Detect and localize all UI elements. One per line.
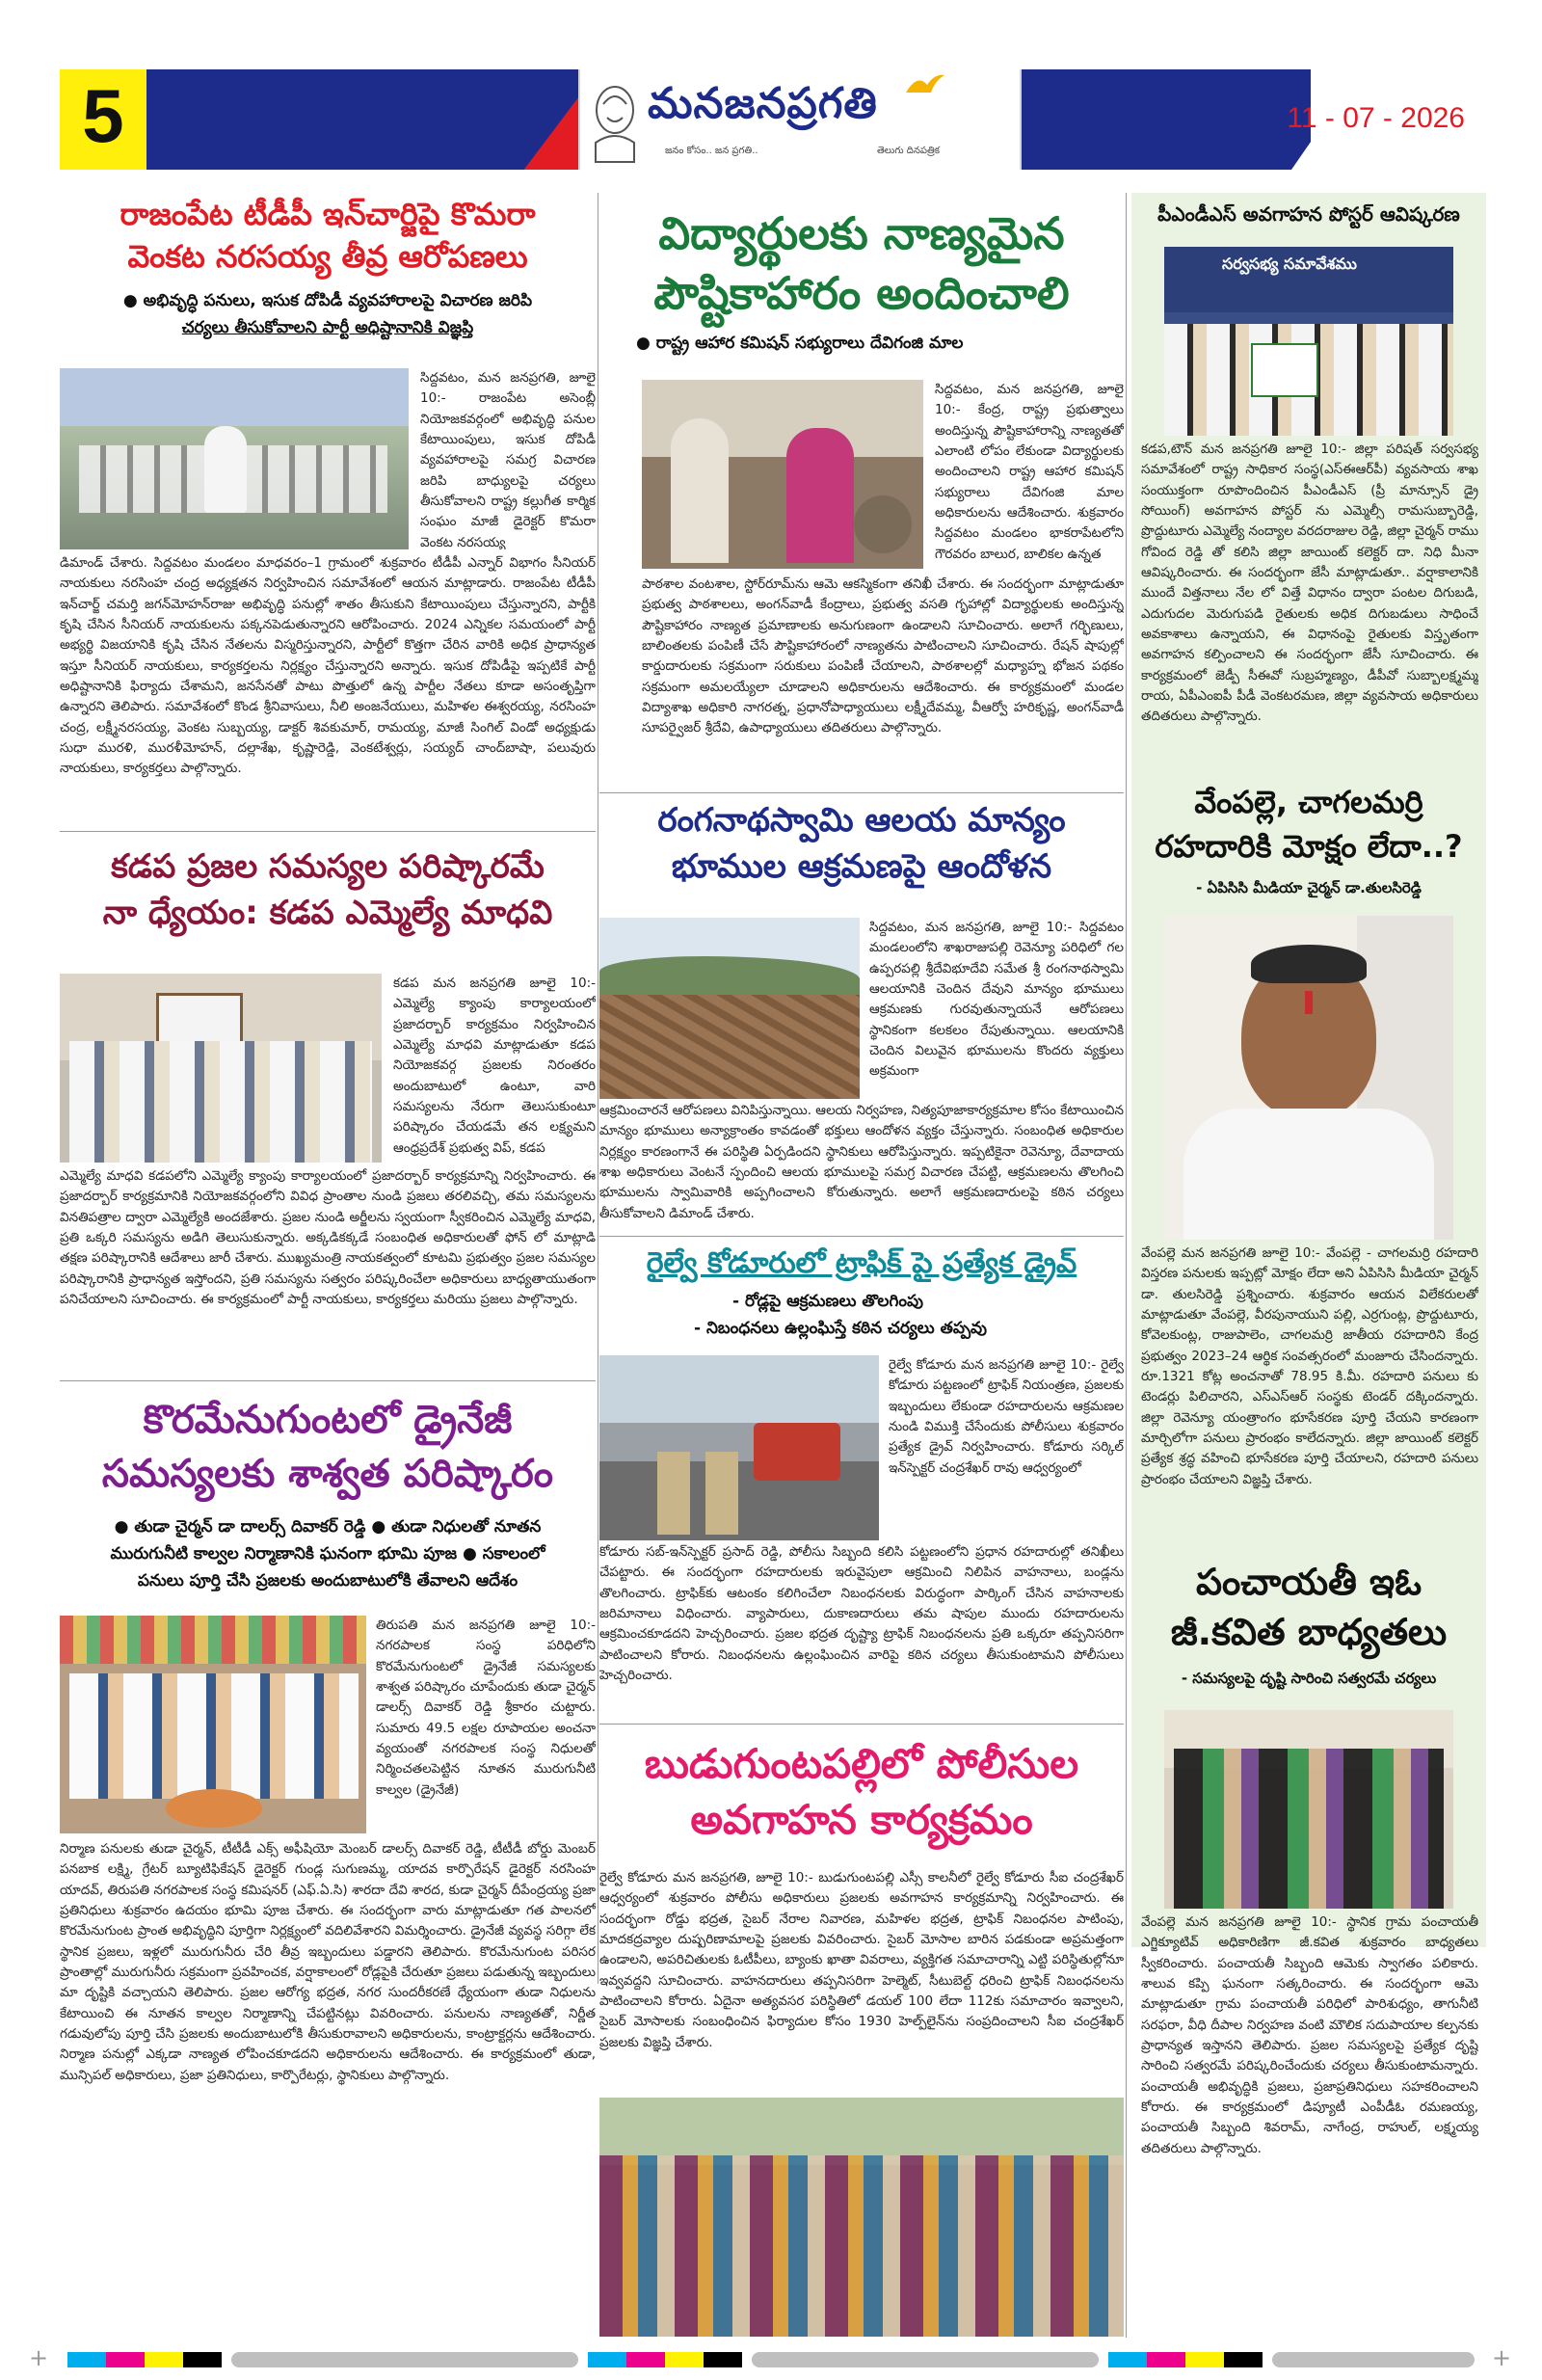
news-photo — [60, 368, 409, 549]
color-swatch — [1224, 2352, 1263, 2367]
subheadline: పనులు పూర్తి చేసి ప్రజలకు అందుబాటులోకి తేవాలని ఆదేశం — [137, 1571, 518, 1591]
byline: - ఏపిసిసి మీడియా చైర్మన్ డా.తులసిరెడ్డి — [1196, 879, 1422, 896]
news-photo — [60, 974, 382, 1163]
headline-line: జీ.కవిత బాధ్యతలు — [1170, 1611, 1448, 1653]
news-photo — [1164, 916, 1453, 1240]
headline-line: విద్యార్థులకు నాణ్యమైన — [658, 207, 1065, 259]
headline-line: వేంపల్లె, చాగలమర్రి — [1194, 784, 1423, 820]
article-body: రైల్వే కోడూరు మన జనప్రగతి, జూలై 10:- బుడుగుంటపల్లి ఎస్సీ కాలనీలో రైల్వే కోడూరు సీఐ చంద్రశేఖర్ ఆధ్వర్యంలో శుక్రవారం పోలీసు అధికారులు ప్రజలకు అవగాహన కార్యక్రమాన్ని నిర్వహించారు. ఈ సందర్భంగా రోడ్డు భద్రత, సైబర్ నేరాల నివారణ, మహిళల భద్రత, ట్రాఫిక్ నిబంధనల పాటింపు, మాదకద్రవ్యాల దుష్పరిణామాలపై ప్రజలకు వివరించారు. సైబర్ మోసాల బారిన పడకుండా అప్రమత్తంగా ఉండాలని, అపరిచితులకు ఓటీపీలు, బ్యాంకు ఖాతా వివరాలు, వ్యక్తిగత సమాచారాన్ని ఎట్టి పరిస్థితుల్లోనూ ఇవ్వవద్దని సూచించారు. వాహనదారులు తప్పనిసరిగా హెల్మెట్, సీటుబెల్ట్ ధరించి ట్రాఫిక్ నిబంధనలను పాటించాలని కోరారు. ఏదైనా అత్యవసర పరిస్థితిలో డయల్ 100 లేదా 112కు సమాచారం ఇవ్వాలని, సైబర్ మోసాలకు సంబంధించిన ఫిర్యాదుల కోసం 1930 హెల్ప్‌లైన్‌ను సంప్రదించాలని సీఐ చంద్రశేఖర్ ప్రజలకు విజ్ఞప్తి చేశారు. — [599, 1870, 1124, 2050]
masthead — [0, 0, 1542, 183]
row-rule-1 — [60, 831, 596, 832]
registration-crosshair-icon: + — [1492, 2344, 1512, 2371]
row-rule-2 — [60, 1380, 596, 1381]
news-photo — [1164, 1710, 1453, 1909]
subheadline: చర్యలు తీసుకోవాలని పార్టీ అధిష్టానానికి విజ్ఞప్తి — [181, 318, 474, 337]
headline: రైల్వే కోడూరులో ట్రాఫిక్ పై ప్రత్యేక డ్రైవ్ — [646, 1246, 1077, 1280]
article-body: ఎమ్మెల్యే మాధవి కడపలోని ఎమ్మెల్యే క్యాంపు కార్యాలయంలో ప్రజాదర్బార్ కార్యక్రమాన్ని నిర్వహించారు. ఈ ప్రజాదర్బార్ కార్యక్రమానికి నియోజకవర్గంలోని వివిధ ప్రాంతాల నుండి ప్రజలు తరలివచ్చి, తమ సమస్యలను వినతిపత్రాల ద్వారా ఎమ్మెల్యేకి అందజేశారు. ప్రజల నుండి అర్జీలను స్వయంగా స్వీకరించిన ఎమ్మెల్యే మాధవి, ప్రతి ఒక్కరి సమస్యను అడిగి తెలుసుకున్నారు. అక్కడికక్కడే సంబంధిత అధికారులతో ఫోన్ లో మాట్లాడి తక్షణ పరిష్కారానికి ఆదేశాలు జారీ చేశారు. ముఖ్యమంత్రి నాయకత్వంలో కూటమి ప్రభుత్వం ప్రజల సమస్యల పరిష్కారానికి ప్రాధాన్యత ఇస్తోందని, ప్రతి సమస్యను సత్వరం పరిష్కరించేలా అధికారులు బాధ్యతాయుతంగా పనిచేయాలని సూచించారు. ఈ కార్యక్రమంలో పార్టీ నాయకులు, కార్యకర్తలు మరియు ప్రజలు పాల్గొన్నారు. — [60, 1168, 596, 1307]
article-body: కడప,టౌన్ మన జనప్రగతి జూలై 10:- జిల్లా పరిషత్ సర్వసభ్య సమావేశంలో రాష్ట్ర సాధికార సంస్థ(ఎస్‌ఈఆర్‌పీ) వ్యవసాయ శాఖ సంయుక్తంగా రూపొందించిన పీఎండీఎస్ (ప్రీ మాన్సూన్ డ్రై సోయింగ్) అవగాహన పోస్టర్ ను ఎమ్మెల్సీ రామసుబ్బారెడ్డి, ప్రొద్దుటూరు ఎమ్మెల్యే నంద్యాల వరదరాజుల రెడ్డి, జిల్లా చైర్మన్ రాము గోవింద రెడ్డి తో కలిసి జిల్లా జాయింట్ కలెక్టర్ దా. నిధి మీనా ఆవిష్కరించారు. ఈ సందర్భంగా జేసీ మాట్లాడుతూ.. వర్షాకాలానికి ముందే విత్తనాలు నేల లో విత్తే విధానం ద్వారా పంటల దిగుబడి, ఎదుగుదల మెరుగుపడి రైతులకు అధిక దిగుబడులు సాధించే అవకాశాలు ఉన్నాయని, ఈ విధానంపై రైతులకు విస్తృతంగా అవగాహన కల్పించాలని ఈ సందర్భంగా జేసీ సూచించారు. ఈ కార్యక్రమంలో జెడ్పీ సీఈవో సుబ్రహ్మణ్యం, డీపీవో సుబ్బాలక్ష్మమ్మ రాయ, ఏపీఎంఐపీ పీడీ వెంకటరమణ, జిల్లా వ్యవసాయ అధికారులు తదితరులు పాల్గొన్నారు. — [1141, 441, 1478, 725]
headline-line: రాజంపేట టీడీపీ ఇన్‌చార్జిపై కొమరా — [120, 196, 536, 232]
banner-text: సర్వసభ్య సమావేశము — [1222, 254, 1357, 273]
subheadline: - రోడ్లపై ఆక్రమణలు తొలగింపు — [732, 1292, 923, 1311]
news-photo — [599, 918, 860, 1099]
headline-line: భూముల ఆక్రమణపై ఆందోళన — [671, 847, 1052, 886]
row-rule-3 — [599, 792, 1124, 793]
subheadline: ● తుడా చైర్మన్ డా దాలర్స్ దివాకర్ రెడ్డి ● తుడా నిధులతో నూతన — [114, 1517, 542, 1537]
article-body-side: సిద్దవటం, మన జనప్రగతి, జూలై 10:- సిద్దవటం మండలంలోని శాఖరాజుపల్లి రెవెన్యూ పరిధిలో గల ఉప్పరపల్లి శ్రీదేవిభూదేవి సమేత శ్రీ రంగనాథస్వామి ఆలయానికి చెందిన దేవుని మాన్యం భూములు ఆక్రమణకు గురవుతున్నాయనే ఆరోపణలు స్థానికంగా కలకలం రేపుతున్నాయి. ఆలయానికి చెందిన విలువైన భూములను కొందరు వ్యక్తులు అక్రమంగా — [869, 920, 1124, 1080]
gray-bar — [752, 2352, 1099, 2367]
newspaper-logo-title: మనజనప్రగతి — [648, 79, 878, 128]
article-body: డిమాండ్ చేశారు. సిద్దవటం మండలం మాధవరం–1 గ్రామంలో శుక్రవారం టీడీపీ ఎన్నార్ విభాగం సీనియర్ నాయకులు నరసింహ చంద్ర అధ్యక్షతన నిర్వహించిన సమావేశంలో ఆయన మాట్లాడారు. రాజంపేట టీడీపీ ఇన్‌చార్జ్ చమర్తి జగన్‌మోహన్‌రాజు అభివృద్ధి పనుల్లో శాతం తీసుకుని కేటాయింపులు చేస్తున్నారని, పార్టీకి కృషి చేసిన సీనియర్ నాయకులను పక్కనపెడుతున్నారని ఆరోపించారు. 2024 ఎన్నికల సమయంలో పార్టీ అభ్యర్థి విజయానికి కృషి చేసిన నేతలను విస్మరిస్తున్నారని, పార్టీలో కొత్తగా చేరిన వారికి అధిక ప్రాధాన్యత ఇస్తూ సీనియర్ నాయకులు, కార్యకర్తలను నిర్లక్ష్యం చేస్తున్నారని అన్నారు. ఇసుక దోపిడీపై ఇప్పటికే పార్టీ అధిష్టానానికి ఫిర్యాదు చేశామని, జనసేనతో పాటు పొత్తులో ఉన్న పార్టీల నేతలు కూడా అసంతృప్తిగా ఉన్నారని తెలిపారు. సమావేశంలో కొండ శ్రీనివాసులు, నీలి అంజనేయులు, మహిళల ఈశ్వరయ్య, నరసింహ చంద్ర, లక్ష్మీనరసయ్య, వెంకట సుబ్బయ్య, డాక్టర్ శివకుమార్, రామయ్య, మాజీ సింగిల్ విండో అధ్యక్షుడు సుధా మురళి, మురళీమోహన్, దల్లాశేఖ, కృష్ణారెడ్డి, వెంకటేశ్వర్లు, సయ్యద్ చాంద్‌బాషా, పలువురు నాయకులు, కార్యకర్తలు పాల్గొన్నారు. — [60, 555, 596, 777]
article-body-side: కడప మన జనప్రగతి జూలై 10:- ఎమ్మెల్యే క్యాంపు కార్యాలయంలో ప్రజాదర్బార్ కార్యక్రమం నిర్వహించిన ఎమ్మెల్యే మాధవి మాట్లాడుతూ కడప నియోజకవర్గ ప్రజలకు నిరంతరం అందుబాటులో ఉంటూ, వారి సమస్యలను నేరుగా తెలుసుకుంటూ పరిష్కారం చేయడమే తన లక్ష్యమని ఆంధ్రప్రదేశ్ ప్రభుత్వ విప్, కడప — [393, 976, 596, 1156]
headline-line: బుడుగుంటపల్లిలో పోలీసుల — [644, 1740, 1079, 1787]
color-swatch — [1185, 2352, 1224, 2367]
news-photo — [642, 380, 923, 569]
headline-line: కొరమేనుగుంటలో డ్రైనేజీ — [143, 1398, 513, 1442]
article-body: నిర్మాణ పనులకు తుడా చైర్మన్, టీటీడీ ఎక్స్ అఫీషియో మెంబర్ డాలర్స్ దివాకర్ రెడ్డి, టీటీడీ బోర్డు మెంబర్ పనబాక లక్ష్మి, గ్రేటర్ బ్యూటిఫికేషన్ డైరెక్టర్ గుండ్ల సుగుణమ్మ, యాదవ కార్పొరేషన్ డైరెక్టర్ నరసింహ యాదవ్, తిరుపతి నగరపాలక సంస్థ కమిషనర్ (ఎఫ్.ఏ.సి) శారదా దేవి శారద, కుడా చైర్మన్ దీపేంద్రయ్య ప్రజా ప్రతినిధులు శుక్రవారం ఉదయం భూమి పూజ చేశారు. ఈ సందర్భంగా వారు మాట్లాడుతూ గత పాలనలో కొరమేనుగుంట ప్రాంత అభివృద్ధిని పూర్తిగా నిర్లక్ష్యంలో వదిలివేశారని విమర్శించారు. డ్రైనేజీ వ్యవస్థ సరిగ్గా లేక స్థానిక ప్రజలు, ఇళ్లలో మురుగునీరు చేరి తీవ్ర ఇబ్బందులు పడ్డారని తెలిపారు. కొరమేనుగుంట పరిసర ప్రాంతాల్లో మురుగునీరు సక్రమంగా ప్రవహించక, వర్షాకాలంలో రోడ్లపైకి చేరుతూ ప్రజలు పడుతున్న ఇబ్బందులు మా దృష్టికి వచ్చాయని తెలిపారు. ప్రజల ఆరోగ్య భద్రత, నగర సుందరీకరణే ధ్యేయంగా తుడా నిధులను కేటాయించి ఈ నూతన కాల్వల నిర్మాణాన్ని చేపట్టినట్లు వివరించారు. పనులను నాణ్యతతో, నిర్ణీత గడువులోపు పూర్తి చేసి ప్రజలకు అందుబాటులోకి తీసుకురావాలని అధికారులను, కాంట్రాక్టర్లను ఆదేశించారు. నిర్మాణ పనుల్లో ఎక్కడా నాణ్యత లోపించకూడదని అధికారులను ఆదేశించారు. ఈ కార్యక్రమంలో తుడా, మున్సిపల్ అధికారులు, ప్రజా ప్రతినిధులు, కార్పొరేటర్లు, స్థానికులు పాల్గొన్నారు. — [60, 1841, 596, 2083]
article-body-side: సిద్దవటం, మన జనప్రగతి, జూలై 10:- రాజంపేట అసెంబ్లీ నియోజకవర్గంలో అభివృద్ధి పనుల కేటాయింపులు, ఇసుక దోపిడీ వ్యవహారాలపై సమగ్ర విచారణ జరిపి బాధ్యులపై చర్యలు తీసుకోవాలని రాష్ట్ర కల్లుగీత కార్మిక సంఘం మాజీ డైరెక్టర్ కొమరా వెంకట నరసయ్య — [420, 370, 596, 549]
row-rule-5 — [599, 1724, 1124, 1725]
article-body-side: రైల్వే కోడూరు మన జనప్రగతి జూలై 10:- రైల్వే కోడూరు పట్టణంలో ట్రాఫిక్ నియంత్రణ, ప్రజలకు ఇబ్బందులు లేకుండా రహదారులను ఆక్రమణల నుండి విముక్తి చేసేందుకు పోలీసులు శుక్రవారం ప్రత్యేక డ్రైవ్ నిర్వహించారు. కోడూరు సర్కిల్ ఇన్‌స్పెక్టర్ చంద్రశేఖర్ రావు ఆధ్వర్యంలో — [889, 1357, 1124, 1476]
color-swatch — [704, 2352, 742, 2367]
color-swatch — [183, 2352, 222, 2367]
row-rule-4 — [599, 1236, 1124, 1237]
color-swatch — [665, 2352, 704, 2367]
subheadline: - నిబంధనలు ఉల్లంఘిస్తే కఠిన చర్యలు తప్పవు — [694, 1319, 988, 1338]
headline-line: రంగనాథస్వామి ఆలయ మాన్యం — [657, 801, 1066, 840]
color-swatch — [145, 2352, 183, 2367]
bird-icon — [904, 71, 946, 96]
article-body-side: సిద్దవటం, మన జనప్రగతి, జూలై 10:- కేంద్ర, రాష్ట్ర ప్రభుత్వాలు అందిస్తున్న పౌష్టికాహారాన్ని నాణ్యతతో ఎలాంటి లోపం లేకుండా విద్యార్థులకు అందించాలని రాష్ట్ర ఆహార కమిషన్ సభ్యురాలు దేవిగంజి మాల అధికారులను ఆదేశించారు. శుక్రవారం సిద్దవటం మండలం భాకరాపేటలోని గౌరవరం బాలుర, బాలికల ఉన్నత — [935, 382, 1124, 562]
article-body: వేంపల్లె మన జనప్రగతి జూలై 10:- స్థానిక గ్రామ పంచాయతీ ఎగ్జిక్యూటివ్ అధికారిణిగా జీ.కవిత శుక్రవారం బాధ్యతలు స్వీకరించారు. పంచాయతీ సిబ్బంది ఆమెకు స్వాగతం పలికారు. శాలువ కప్పి ఘనంగా సత్కరించారు. ఈ సందర్భంగా ఆమె మాట్లాడుతూ గ్రామ పంచాయతీ పరిధిలో పారిశుధ్యం, తాగునీటి సరఫరా, వీధి దీపాల నిర్వహణ వంటి మౌలిక సదుపాయాల కల్పనకు ప్రాధాన్యత ఇస్తానని తెలిపారు. ప్రజల సమస్యలపై ప్రత్యేక దృష్టి సారించి సత్వరమే పరిష్కరించేందుకు చర్యలు తీసుకుంటామన్నారు. పంచాయతీ అభివృద్ధికి ప్రజలు, ప్రజాప్రతినిధులు సహకరించాలని కోరారు. ఈ కార్యక్రమంలో డిప్యూటీ ఎంపీడీఓ రమణయ్య, పంచాయతీ సిబ్బంది శివరామ్, నాగేంద్ర, రాహుల్, లక్ష్మయ్య తదితరులు పాల్గొన్నారు. — [1141, 1914, 1478, 2156]
headline-line: పంచాయతీ ఇఓ — [1196, 1561, 1422, 1603]
freedom-fighter-emblem-icon — [586, 75, 644, 166]
headline-line: అవగాహన కార్యక్రమం — [690, 1796, 1033, 1843]
color-swatch — [588, 2352, 626, 2367]
subheadline: ● రాష్ట్ర ఆహార కమిషన్ సభ్యురాలు దేవిగంజి మాల — [636, 334, 964, 353]
subheadline: ● అభివృద్ధి పనులు, ఇసుక దోపిడీ వ్యవహారాలపై విచారణ జరిపి — [122, 291, 533, 310]
color-swatch — [626, 2352, 665, 2367]
issue-date: 11 - 07 - 2026 — [1287, 102, 1465, 134]
headline-line: పౌష్టికాహారం అందించాలి — [653, 267, 1070, 319]
color-swatch — [106, 2352, 145, 2367]
headline-line: కడప ప్రజల సమస్యల పరిష్కారమే — [111, 847, 545, 886]
article-body: ఆక్రమించారనే ఆరోపణలు వినిపిస్తున్నాయి. ఆలయ నిర్వహణ, నిత్యపూజాకార్యక్రమాల కోసం కేటాయించిన మాన్యం భూములు అన్యాక్రాంతం కావడంతో భక్తులు ఆందోళన వ్యక్తం చేస్తున్నారు. సంబంధిత అధికారుల నిర్లక్ష్యం కారణంగానే ఈ పరిస్థితి ఏర్పడిందని స్థానికులు ఆరోపిస్తున్నారు. ఇప్పటికైనా రెవెన్యూ, దేవాదాయ శాఖ అధికారులు వెంటనే స్పందించి ఆలయ భూములపై సమగ్ర విచారణ చేపట్టి, ఆక్రమణలను తొలగించి భూములను స్వామివారికి అప్పగించాలని కోరుతున్నారు. అలాగే ఆక్రమణదారులపై కఠిన చర్యలు తీసుకోవాలని డిమాండ్ చేశారు. — [599, 1103, 1124, 1221]
logo-tagline: జనం కోసం.. జన ప్రగతి.. — [665, 146, 758, 156]
news-photo — [60, 1616, 366, 1833]
color-swatch — [1147, 2352, 1185, 2367]
gray-bar — [1272, 2352, 1475, 2367]
color-swatch — [1108, 2352, 1147, 2367]
gray-bar — [231, 2352, 578, 2367]
news-photo — [599, 2098, 1124, 2337]
color-swatch — [67, 2352, 106, 2367]
page-number: 5 — [82, 73, 124, 158]
article-body: పాఠశాల వంటశాల, స్టోర్‌రూమ్‌ను ఆమె ఆకస్మికంగా తనిఖీ చేశారు. ఈ సందర్భంగా మాట్లాడుతూ ప్రభుత్వ పాఠశాలలు, అంగన్‌వాడీ కేంద్రాలు, ప్రభుత్వ వసతి గృహాల్లో విద్యార్థులకు అందిస్తున్న పౌష్టికాహారం నాణ్యత ప్రమాణాలకు అనుగుణంగా ఉండాలని సూచించారు. అలాగే గర్భిణులు, బాలింతలకు పంపిణీ చేసే పౌష్టికాహారంలో నాణ్యతను పాటించాలని సూచించారు. రేషన్ షాపుల్లో కార్డుదారులకు సక్రమంగా సరుకులు పంపిణీ చేయాలని, పాఠశాలల్లో మధ్యాహ్న భోజన పథకం సక్రమంగా అమలయ్యేలా చూడాలని అధికారులను ఆదేశించారు. ఈ కార్యక్రమంలో మండల విద్యాశాఖ అధికారి నాగరత్న, ప్రధానోపాధ్యాయులు లక్ష్మీదేవమ్మ, వీఆర్వో హరికృష్ణ, అంగన్‌వాడీ సూపర్వైజర్ శ్రీదేవి, ఉపాధ్యాయులు తదితరులు పాల్గొన్నారు. — [642, 576, 1124, 736]
column-rule-2 — [1126, 193, 1127, 2338]
article-body: కోడూరు సబ్-ఇన్‌స్పెక్టర్ ప్రసాద్ రెడ్డి, పోలీసు సిబ్బంది కలిసి పట్టణంలోని ప్రధాన రహదారుల్లో తనిఖీలు చేపట్టారు. ఈ సందర్భంగా రహదారులకు ఇరువైపులా ఆక్రమించి నిలిపిన వాహనాలు, బండ్లను తొలగించారు. ట్రాఫిక్‌కు ఆటంకం కలిగించేలా నిబంధనలకు విరుద్ధంగా పార్కింగ్ చేసిన వాహనాలకు జరిమానాలు విధించారు. వ్యాపారులు, దుకాణదారులు తమ షాపుల ముందు రహదారులను ఆక్రమించకూడదని హెచ్చరించారు. ప్రజల భద్రత దృష్ట్యా ట్రాఫిక్ నిబంధనలను ప్రతి ఒక్కరూ తప్పనిసరిగా పాటించాలని కోరారు. నిబంధనలను ఉల్లంఘించిన వారిపై కఠిన చర్యలు తీసుకుంటామని పోలీసులు హెచ్చరించారు. — [599, 1544, 1124, 1683]
article-body-side: తిరుపతి మన జనప్రగతి జూలై 10:- నగరపాలక సంస్థ పరిధిలోని కొరమేనుగుంటలో డ్రైనేజీ సమస్యలకు శాశ్వత పరిష్కారం చూపేందుకు తుడా చైర్మన్ డాలర్స్ దివాకర్ రెడ్డి శ్రీకారం చుట్టారు. సుమారు 49.5 లక్షల రూపాయల అంచనా వ్యయంతో నగరపాలక సంస్థ నిధులతో నిర్మించతలపెట్టిన నూతన మురుగునీటి కాల్వల (డ్రైనేజీ) — [376, 1618, 596, 1798]
byline: - సమస్యలపై దృష్టి సారించి సత్వరమే చర్యలు — [1181, 1670, 1437, 1687]
news-photo — [1164, 247, 1453, 436]
registration-crosshair-icon: + — [29, 2344, 49, 2371]
article-body: వేంపల్లె మన జనప్రగతి జూలై 10:- వేంపల్లె - చాగలమర్రి రహదారి విస్తరణ పనులకు ఇప్పట్లో మోక్షం లేదా అని ఏపిసిసి మీడియా చైర్మన్ డా. తులసిరెడ్డి ప్రశ్నించారు. శుక్రవారం ఆయన విలేకరులతో మాట్లాడుతూ వేంపల్లె, వీరపునాయుని పల్లి, ఎర్రగుంట్ల, ప్రొద్దుటూరు, కోవెలకుంట్ల, రాజుపాలెం, చాగలమర్రి జాతీయ రహదారిని కేంద్ర ప్రభుత్వం 2023–24 ఆర్థిక సంవత్సరంలో మంజూరు చేసిందన్నారు. రూ.1321 కోట్ల అంచనాతో 78.95 కి.మీ. రహదారి పనులు కు టెండర్లు పిలిచారని, ఎస్‌ఎస్‌ఆర్ సంస్థకు టెండర్ దక్కిందన్నారు. జిల్లా రెవెన్యూ యంత్రాంగం భూసేకరణ పూర్తి చేయని కారణంగా మార్చిలోగా పనులు ప్రారంభం కాలేదన్నారు. జిల్లా జాయింట్ కలెక్టర్ ప్రత్యేక శ్రద్ధ వహించి భూసేకరణ పూర్తి చేయాలని, రహదారి పనులు ప్రారంభం చేయాలని విజ్ఞప్తి చేశారు. — [1141, 1245, 1478, 1487]
headline-line: నా ధ్యేయం: కడప ఎమ్మెల్యే మాధవి — [102, 894, 553, 932]
headline-line: సమస్యలకు శాశ్వత పరిష్కారం — [101, 1452, 554, 1496]
news-photo — [599, 1355, 879, 1540]
logo-tagline-type: తెలుగు దినపత్రిక — [877, 146, 941, 156]
subheadline: మురుగునీటి కాల్వల నిర్మాణానికి ఘనంగా భూమి పూజ ● సకాలంలో — [110, 1544, 545, 1564]
headline-line: వెంకట నరసయ్య తీవ్ర ఆరోపణలు — [127, 238, 528, 275]
headline: పీఎండీఎస్ అవగాహన పోస్టర్ ఆవిష్కరణ — [1157, 202, 1460, 226]
headline-line: రహదారికి మోక్షం లేదా..? — [1155, 828, 1463, 865]
